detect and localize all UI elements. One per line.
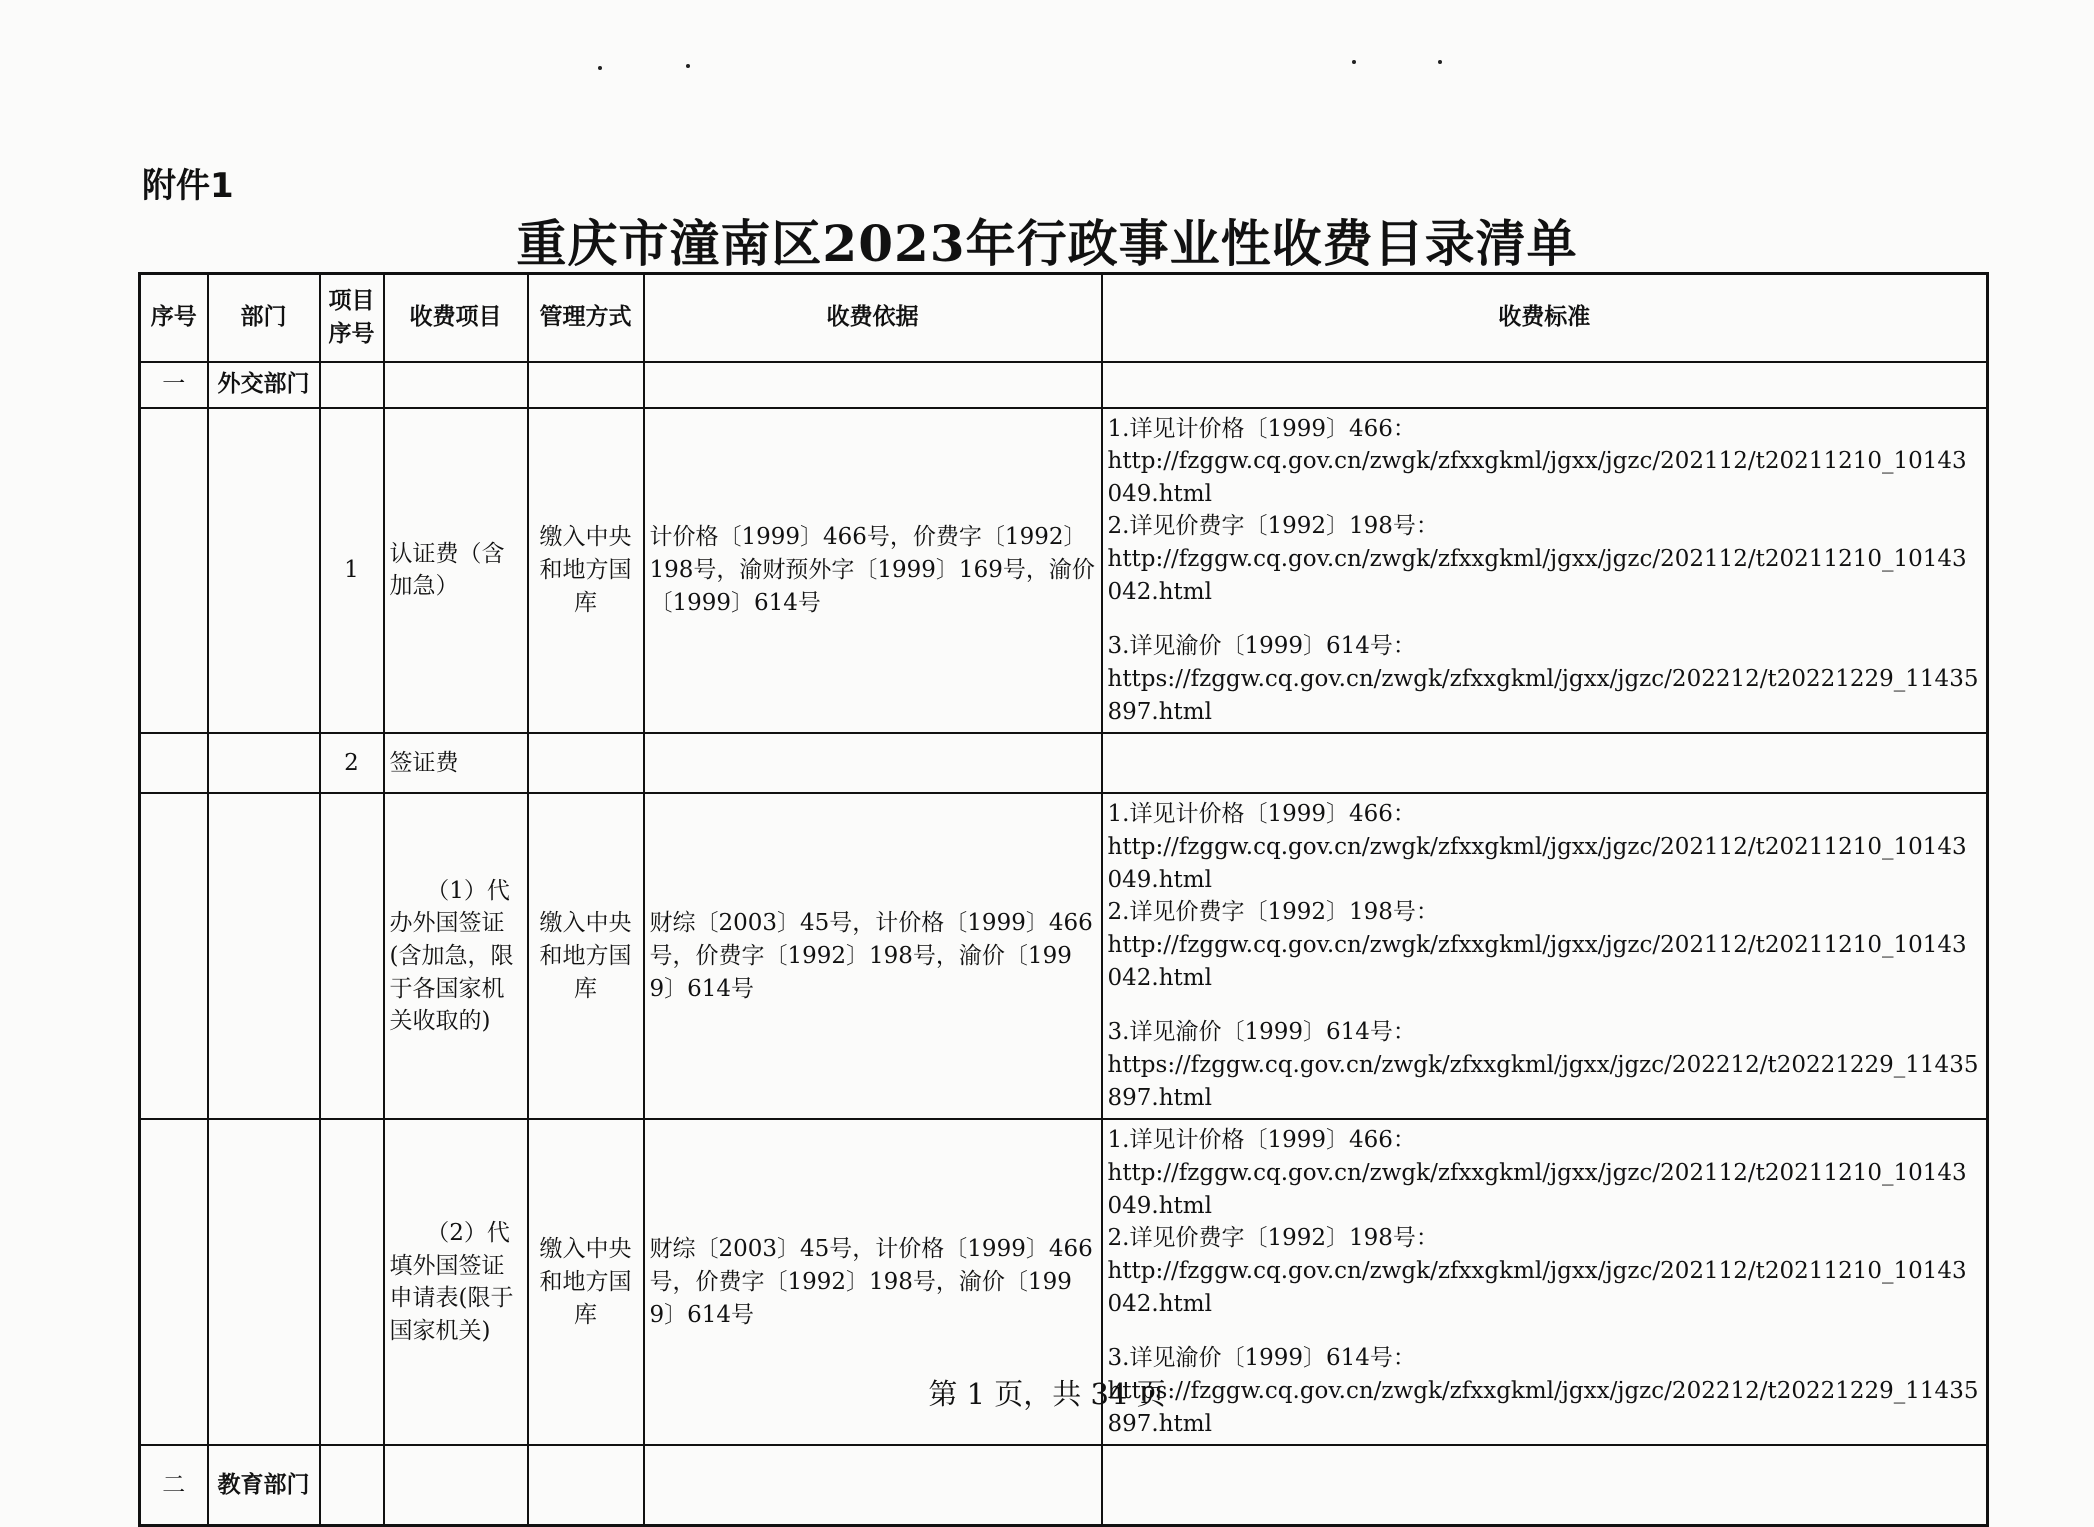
section-dept: 教育部门 bbox=[208, 1445, 320, 1525]
standard-ref-label: 2.详见价费字〔1992〕198号： bbox=[1107, 1225, 1439, 1252]
fee-item: （1）代办外国签证(含加急，限于各国家机关收取的) bbox=[384, 793, 528, 1119]
fee-catalog-table bbox=[138, 272, 1989, 1527]
standard-ref-link[interactable]: http://fzggw.cq.gov.cn/zwgk/zfxxgkml/jgxx/jgzc/202112/t20211210_10143042.html bbox=[1107, 932, 1967, 991]
fee-item: 签证费 bbox=[384, 733, 528, 793]
header-standard: 收费标准 bbox=[1102, 274, 1988, 362]
standard-ref-link[interactable]: http://fzggw.cq.gov.cn/zwgk/zfxxgkml/jgxx/jgzc/202112/t20211210_10143049.html bbox=[1107, 448, 1967, 507]
standard-ref-label: 1.详见计价格〔1999〕466： bbox=[1107, 801, 1416, 828]
attachment-label: 附件1 bbox=[142, 166, 234, 206]
header-item: 收费项目 bbox=[384, 274, 528, 362]
mgmt-method: 缴入中央和地方国库 bbox=[528, 1119, 644, 1445]
scan-speck bbox=[598, 66, 602, 70]
fee-item: （2）代填外国签证申请表(限于国家机关) bbox=[384, 1119, 528, 1445]
header-dept: 部门 bbox=[208, 274, 320, 362]
table-row bbox=[140, 408, 1988, 734]
fee-item: 认证费（含加急） bbox=[384, 408, 528, 734]
fee-basis: 财综〔2003〕45号，计价格〔1999〕466号，价费字〔1992〕198号，渝价〔1999〕614号 bbox=[644, 1119, 1102, 1445]
item-seq: 1 bbox=[320, 408, 384, 734]
mgmt-method: 缴入中央和地方国库 bbox=[528, 793, 644, 1119]
standard-ref-label: 3.详见渝价〔1999〕614号： bbox=[1107, 1345, 1416, 1372]
scan-speck bbox=[1352, 60, 1356, 64]
section-dept: 外交部门 bbox=[208, 362, 320, 408]
standard-ref-link[interactable]: https://fzggw.cq.gov.cn/zwgk/zfxxgkml/jgxx/jgzc/202212/t20221229_11435897.html bbox=[1107, 1052, 1979, 1111]
table-row bbox=[140, 733, 1988, 793]
fee-basis: 计价格〔1999〕466号，价费字〔1992〕198号，渝财预外字〔1999〕169号，渝价〔1999〕614号 bbox=[644, 408, 1102, 734]
scan-speck bbox=[686, 64, 690, 68]
fee-basis: 财综〔2003〕45号，计价格〔1999〕466号，价费字〔1992〕198号，渝价〔1999〕614号 bbox=[644, 793, 1102, 1119]
scan-speck bbox=[1438, 60, 1442, 64]
section-seq: 一 bbox=[140, 362, 208, 408]
fee-standard bbox=[1102, 793, 1988, 1119]
page-title: 重庆市潼南区2023年行政事业性收费目录清单 bbox=[516, 214, 1578, 273]
standard-ref-link[interactable]: https://fzggw.cq.gov.cn/zwgk/zfxxgkml/jgxx/jgzc/202212/t20221229_11435897.html bbox=[1107, 1377, 1979, 1437]
standard-ref-link[interactable]: http://fzggw.cq.gov.cn/zwgk/zfxxgkml/jgxx/jgzc/202112/t20211210_10143049.html bbox=[1107, 1159, 1967, 1219]
standard-ref-label: 3.详见渝价〔1999〕614号： bbox=[1107, 633, 1416, 660]
standard-ref-label: 2.详见价费字〔1992〕198号： bbox=[1107, 899, 1439, 926]
table-row bbox=[140, 793, 1988, 1119]
header-item-seq: 项目序号 bbox=[320, 274, 384, 362]
standard-ref-label: 1.详见计价格〔1999〕466： bbox=[1107, 415, 1416, 442]
standard-ref-link[interactable]: http://fzggw.cq.gov.cn/zwgk/zfxxgkml/jgxx/jgzc/202112/t20211210_10143042.html bbox=[1107, 1257, 1967, 1317]
standard-ref-label: 3.详见渝价〔1999〕614号： bbox=[1107, 1019, 1416, 1046]
standard-ref-link[interactable]: https://fzggw.cq.gov.cn/zwgk/zfxxgkml/jgxx/jgzc/202212/t20221229_11435897.html bbox=[1107, 666, 1979, 725]
fee-standard bbox=[1102, 408, 1988, 734]
standard-ref-link[interactable]: http://fzggw.cq.gov.cn/zwgk/zfxxgkml/jgxx/jgzc/202112/t20211210_10143049.html bbox=[1107, 834, 1967, 893]
header-seq: 序号 bbox=[140, 274, 208, 362]
header-mgmt: 管理方式 bbox=[528, 274, 644, 362]
page-footer: 第 1 页，共 34 页 bbox=[928, 1377, 1166, 1411]
header-basis: 收费依据 bbox=[644, 274, 1102, 362]
section-seq: 二 bbox=[140, 1445, 208, 1525]
mgmt-method: 缴入中央和地方国库 bbox=[528, 408, 644, 734]
standard-ref-link[interactable]: http://fzggw.cq.gov.cn/zwgk/zfxxgkml/jgxx/jgzc/202112/t20211210_10143042.html bbox=[1107, 546, 1967, 605]
section-row bbox=[140, 362, 1988, 408]
item-seq: 2 bbox=[320, 733, 384, 793]
standard-ref-label: 1.详见计价格〔1999〕466： bbox=[1107, 1127, 1416, 1154]
section-row bbox=[140, 1445, 1988, 1525]
standard-ref-label: 2.详见价费字〔1992〕198号： bbox=[1107, 513, 1439, 540]
header-row bbox=[140, 274, 1988, 362]
